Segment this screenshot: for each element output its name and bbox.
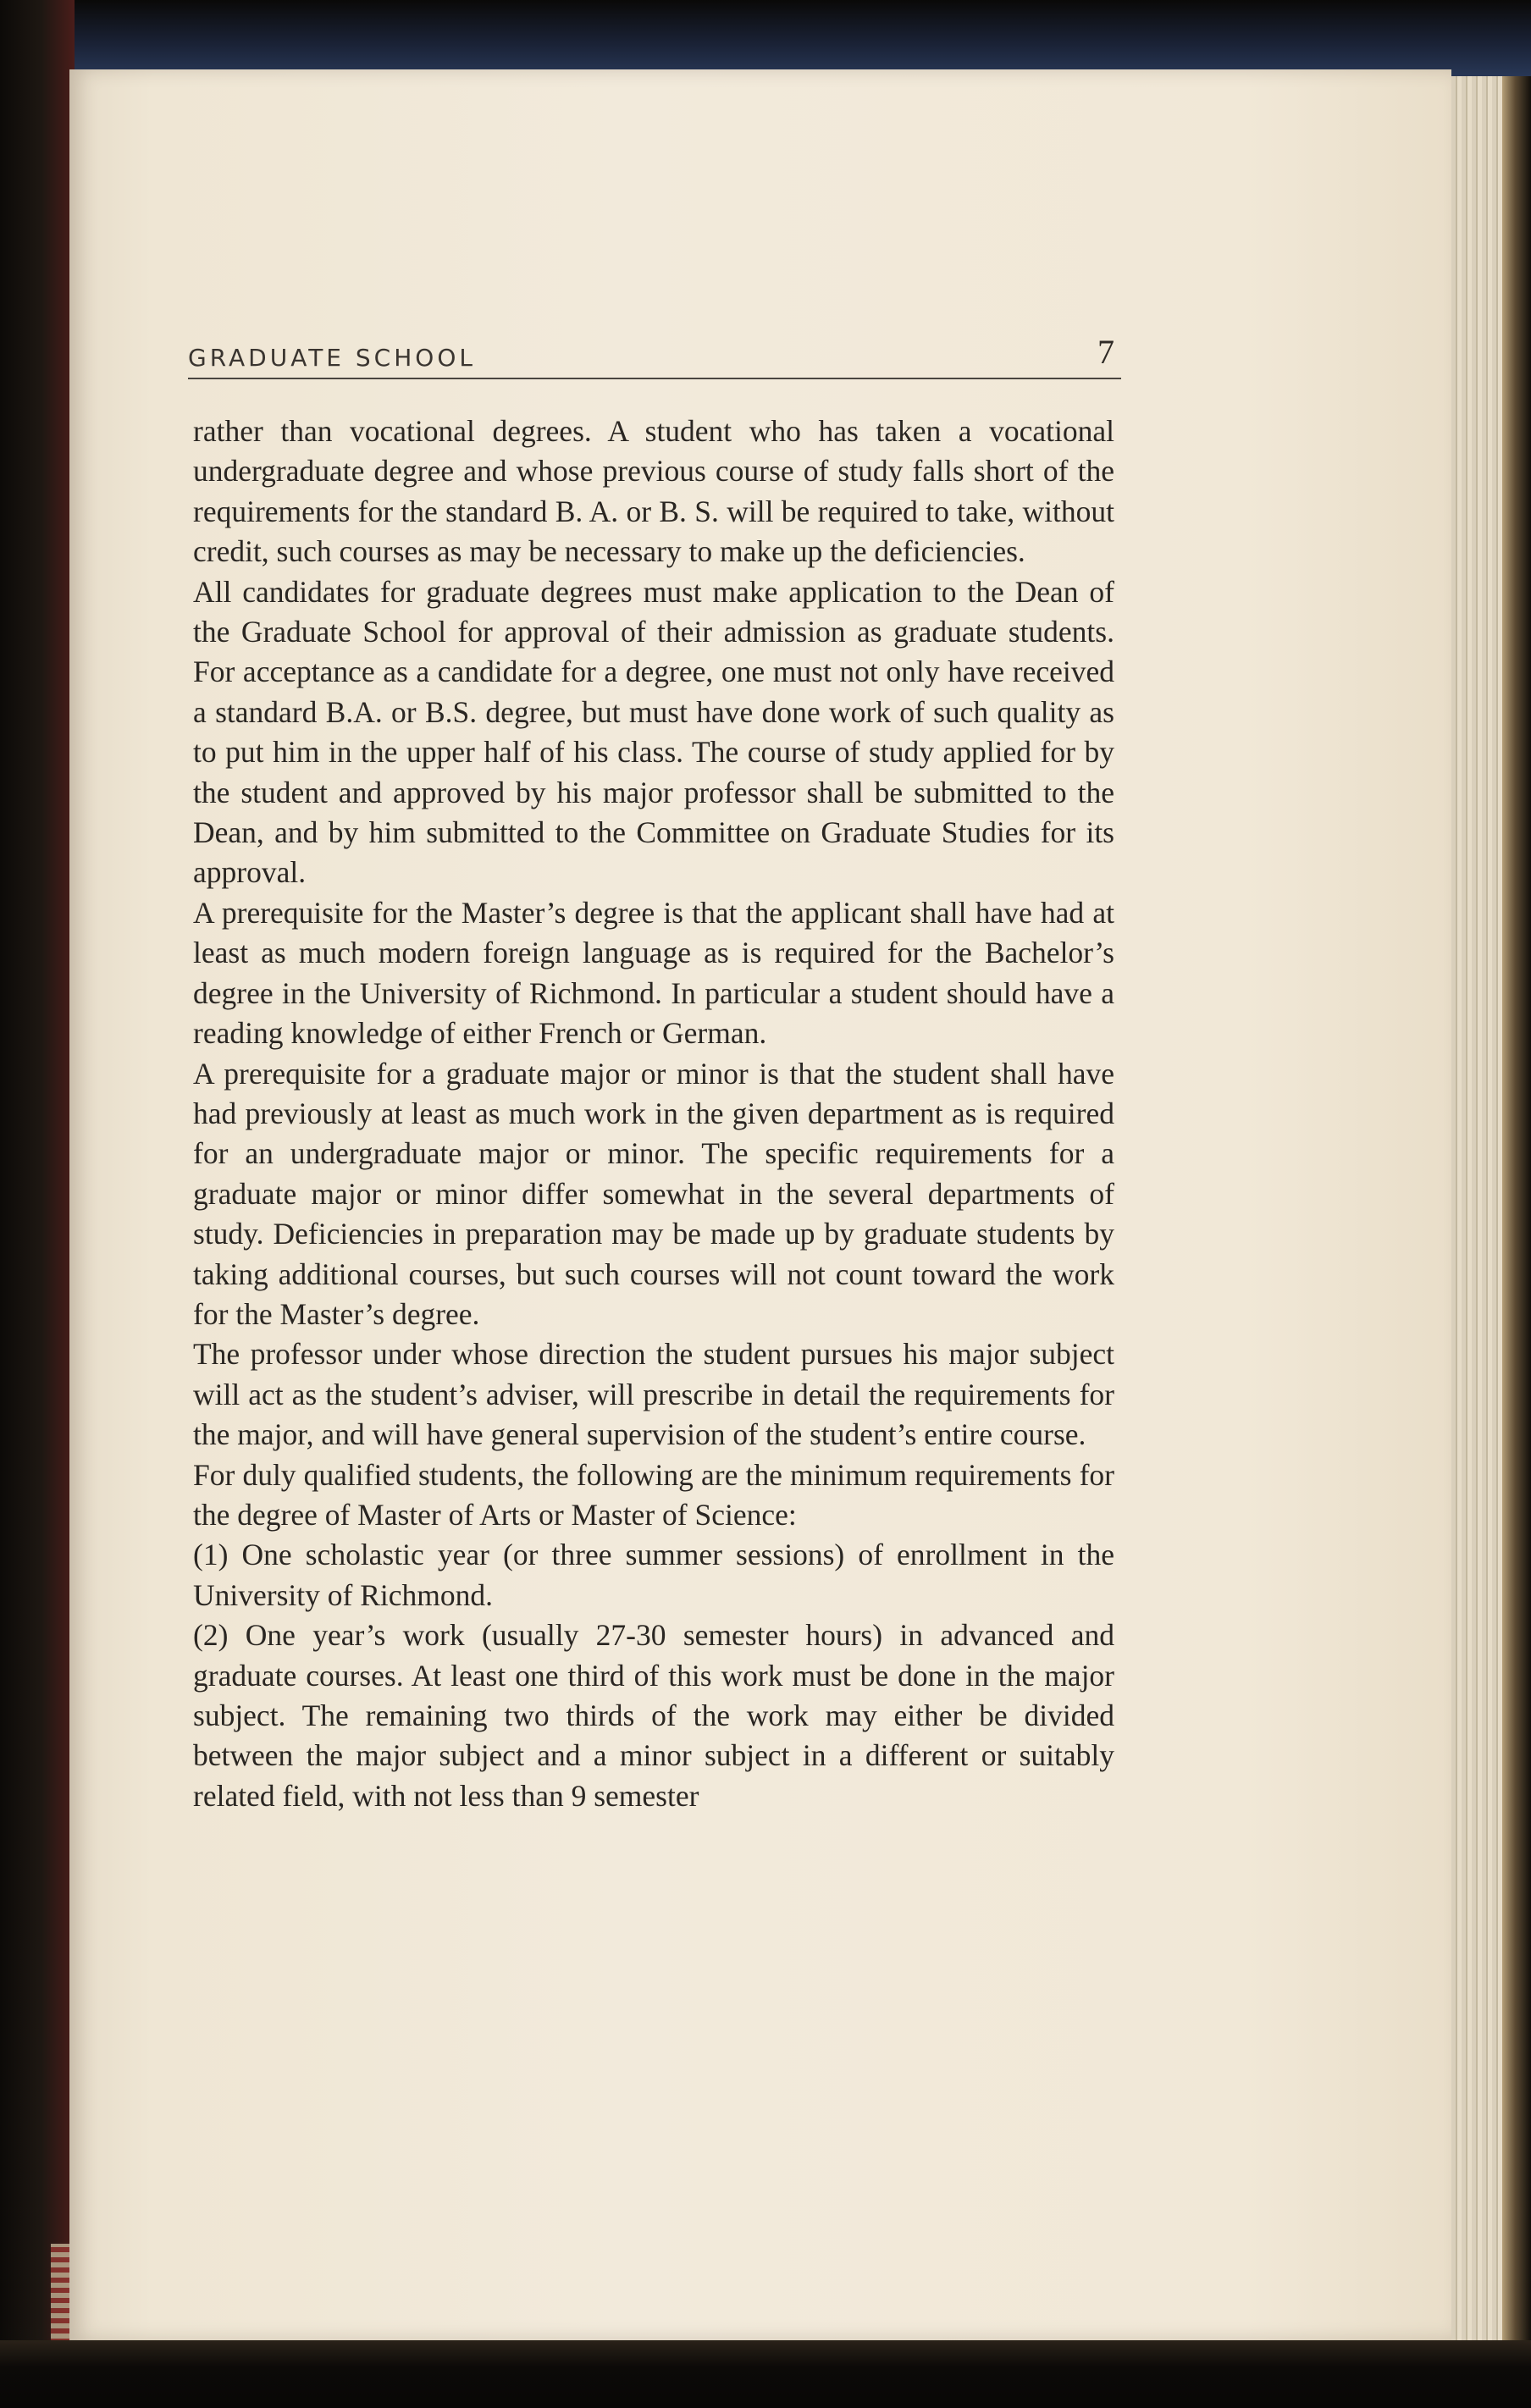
page-number: 7 xyxy=(1097,333,1114,371)
book-cover-right-edge xyxy=(1502,76,1531,2408)
running-title: GRADUATE SCHOOL xyxy=(188,344,476,372)
paragraph: rather than vocational degrees. A student who has taken a vocational undergraduate degree and whose previous course of study falls short of the requirements for the standard B. A. or B. S. will be required to take, without credit, such courses as may be necessary to make up the deficiencies. xyxy=(193,414,1114,569)
running-head xyxy=(188,332,1121,383)
paragraph: A prerequisite for a graduate major or minor is that the student shall have had previously at least as much work in the given department as is required for an undergraduate major or minor. The specific requirements for a graduate major or minor differ somewhat in the several departments of study. Deficiencies in preparation may be made up by graduate students by taking additional courses, but such courses will not count toward the work for the Master’s degree. xyxy=(193,1056,1114,1331)
paragraph: A prerequisite for the Master’s degree is that the applicant shall have had at least as much modern foreign language as is required for the Bachelor’s degree in the University of Richmond. In particular a student should have a reading knowledge of either French or German. xyxy=(193,895,1114,1051)
paragraph: For duly qualified students, the following are the minimum requirements for the degree of Master of Arts or Master of Science: xyxy=(193,1457,1114,1532)
list-item: (1) One scholastic year (or three summer sessions) of enrollment in the University of Richmond. xyxy=(193,1538,1114,1612)
list-item: (2) One year’s work (usually 27-30 semester hours) in advanced and graduate courses. At least one third of this work must be done in the major subject. The remaining two thirds of the work may either be divided between the major subject and a minor subject in a different or suitably related field, with not less than 9 semester xyxy=(193,1618,1114,1813)
page-stack-edge xyxy=(1451,76,1502,2362)
book-cover-top-edge xyxy=(0,0,1531,80)
paragraph: All candidates for graduate degrees must make application to the Dean of the Graduate School for approval of their admission as graduate students. For acceptance as a candidate for a degree, one must not only have received a standard B.A. or B.S. degree, but must have done work of such quality as to put him in the upper half of his class. The course of study applied for by the student and approved by his major professor shall be submitted to the Dean, and by him submitted to the Committee on Graduate Studies for its approval. xyxy=(193,574,1114,890)
body-text xyxy=(193,411,1114,1816)
book-cover-bottom-edge xyxy=(0,2340,1531,2408)
book-binding-edge xyxy=(0,0,75,2408)
header-rule xyxy=(188,378,1121,379)
paragraph: The professor under whose direction the student pursues his major subject will act as the student’s adviser, will prescribe in detail the requirements for the major, and will have general supervision of the student’s entire course. xyxy=(193,1337,1114,1452)
